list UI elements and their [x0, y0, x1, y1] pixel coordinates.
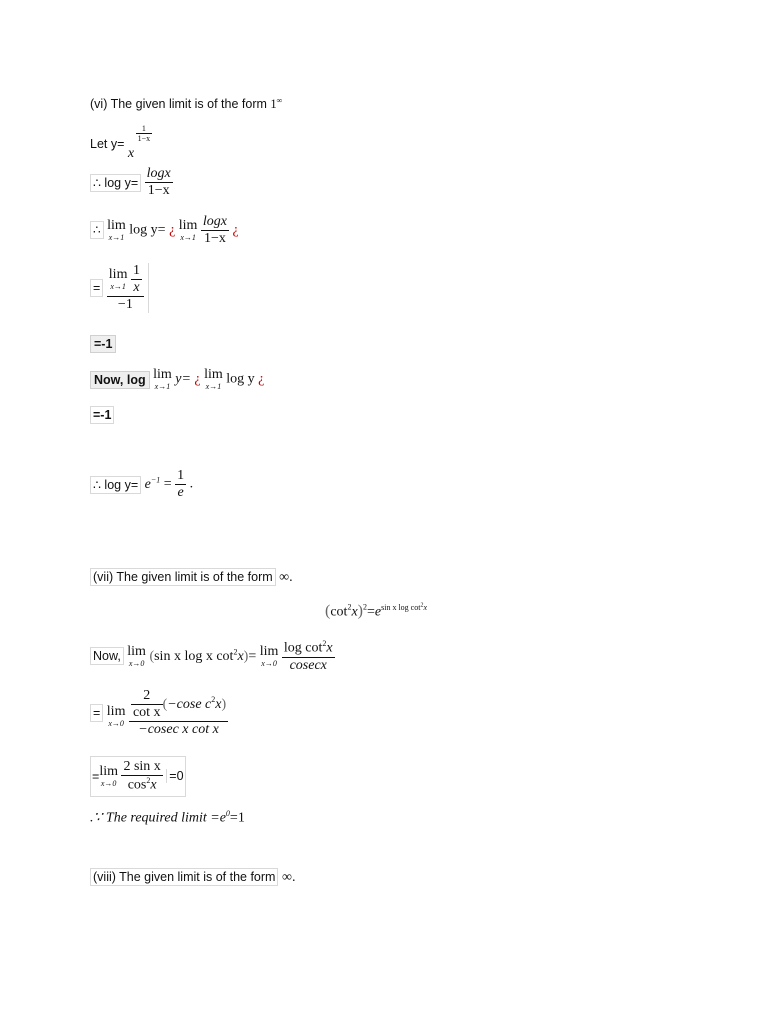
lim-log-line — [90, 214, 239, 247]
log-y-result-line — [90, 468, 193, 501]
log-y-end: log y — [226, 371, 255, 387]
eq-sign: = — [163, 476, 172, 492]
form-viii-symbol: ∞ — [281, 870, 292, 885]
sin-log-text: sin x log x cot — [154, 649, 234, 665]
lim-h — [107, 705, 126, 728]
lim-e-word: lim — [204, 367, 223, 382]
sin-cos-den — [121, 776, 162, 794]
lim-f — [127, 645, 146, 668]
lim-g — [260, 645, 279, 668]
eq-neg1-a-text: =-1 — [90, 335, 116, 353]
center-x: x — [351, 604, 358, 620]
big-fraction-den: −1 — [117, 297, 133, 313]
one-over-x-num: 1 — [131, 263, 142, 280]
eq-neg1-a — [90, 337, 116, 351]
two-over-cotx-num: 2 — [131, 688, 163, 705]
equals-fraction-line — [90, 263, 149, 313]
red-q-c: ¿ — [194, 371, 201, 387]
lim-e — [204, 368, 223, 391]
red-q-a: ¿ — [169, 222, 176, 238]
sin-cos-fraction — [121, 759, 162, 794]
lim-c — [109, 268, 128, 291]
e-exp: −1 — [150, 475, 161, 485]
therefore-symbol: ∴ — [90, 221, 104, 239]
paren-close-3: ) — [221, 696, 227, 712]
lim-b-word: lim — [178, 218, 198, 234]
lim-g-word: lim — [259, 643, 279, 659]
heading-vi-text: (vi) The given limit is of the form — [90, 97, 267, 112]
lim-i-word: lim — [99, 763, 118, 779]
heading-viii — [90, 870, 295, 886]
now-lim-line — [90, 639, 335, 674]
lim-b — [179, 219, 198, 242]
log-y-fraction — [145, 166, 173, 199]
centered-identity — [325, 602, 427, 620]
neg-cosec: −cose c — [167, 696, 212, 712]
sin-log-sup: 2 — [233, 647, 238, 657]
center-exp2: 2 — [347, 602, 352, 612]
log-y-line — [90, 166, 173, 199]
form-vi — [270, 97, 282, 111]
one-over-e-den: e — [177, 485, 184, 501]
required-e: e — [219, 810, 226, 826]
let-y-exp-num: 1 — [136, 124, 153, 134]
complex-fraction — [129, 688, 228, 738]
required-e-exp: 0 — [225, 809, 230, 818]
eq-neg1-b-text: =-1 — [90, 406, 114, 424]
form-viii — [282, 870, 295, 885]
cos-sup: 2 — [146, 776, 151, 786]
lim-h-sub: x→0 — [108, 719, 124, 729]
lim-g-sub: x→0 — [261, 658, 277, 668]
lim-i-sub: x→0 — [100, 778, 117, 788]
center-e-exp — [381, 603, 427, 612]
let-y-base-x: x — [127, 146, 135, 162]
form-viii-dot: . — [291, 870, 296, 885]
equals-box: = — [90, 279, 103, 297]
two-over-cotx — [131, 688, 163, 721]
form-vii-symbol: ∞ — [279, 570, 290, 585]
required-eq-1: =1 — [229, 810, 245, 826]
log-y-den: 1−x — [147, 183, 170, 199]
lim-complex-line — [90, 688, 228, 738]
neg-cosec-x: x — [215, 696, 222, 712]
one-over-e — [175, 468, 186, 501]
lim-i — [99, 765, 118, 788]
log-y-num: logx — [145, 166, 173, 183]
neg-cosec-sup: 2 — [211, 695, 216, 705]
paren-close: ) — [357, 602, 363, 620]
required-limit-line — [90, 809, 245, 827]
let-y-exponent — [136, 124, 153, 143]
heading-vi — [90, 96, 282, 112]
lim-a-sub: x→1 — [108, 233, 125, 243]
e-inverse — [145, 477, 161, 492]
sin-log-expr — [149, 649, 256, 664]
one-over-e-num: 1 — [175, 468, 186, 485]
now-log-line — [90, 368, 264, 391]
log-cot-num — [282, 639, 335, 658]
lim-d — [153, 368, 172, 391]
center-e-exp-b: 2 — [420, 602, 424, 608]
lim-f-word: lim — [127, 643, 146, 659]
center-sq: 2 — [362, 602, 367, 612]
one-over-x-den: x — [133, 280, 140, 296]
lim-a-word: lim — [107, 218, 126, 234]
period: . — [189, 476, 194, 492]
cos-text: cos — [127, 777, 147, 793]
lim-sin-cos-box — [90, 756, 186, 797]
paren-open-3: ( — [162, 696, 168, 712]
heading-viii-text: (viii) The given limit is of the form — [90, 868, 278, 886]
log-y-label: ∴ log y= — [90, 174, 141, 192]
big-fraction-num — [107, 263, 144, 297]
lim-fraction — [201, 214, 229, 247]
paren-open: ( — [325, 602, 331, 620]
center-e-exp-a: sin x log cot — [381, 602, 421, 612]
lim-sin-cos-line — [90, 756, 186, 797]
paren-close-2: ) — [243, 649, 249, 665]
log-cot-x: x — [326, 640, 333, 656]
heading-vii-text: (vii) The given limit is of the form — [90, 568, 276, 586]
log-y-eq-text: log y= — [129, 222, 166, 238]
heading-vii — [90, 570, 293, 586]
complex-den: −cosec x cot x — [138, 722, 219, 738]
big-fraction — [107, 263, 149, 313]
y-eq: y= — [175, 371, 191, 387]
form-vi-exp: ∞ — [276, 96, 283, 105]
equals-box-2: = — [90, 704, 103, 722]
center-cot: cot — [330, 604, 348, 620]
form-vii-dot: . — [289, 570, 293, 585]
now-label: Now, — [90, 647, 124, 665]
sin-cos-num — [121, 759, 162, 776]
required-text: .∵ The required limit = — [90, 810, 220, 826]
lim-e-sub: x→1 — [205, 382, 222, 391]
lim-b-sub: x→1 — [180, 233, 196, 243]
lim-fraction-den: 1−x — [204, 231, 226, 247]
now-log-label: Now, log — [90, 371, 150, 389]
lim-c-word: lim — [108, 267, 128, 283]
one-over-x — [131, 263, 142, 296]
log-cot-fraction — [282, 639, 335, 674]
lim-c-sub: x→1 — [110, 282, 126, 292]
paren-open-2: ( — [149, 649, 155, 665]
lim-a — [107, 219, 126, 242]
form-vii — [279, 570, 292, 585]
lim-f-sub: x→0 — [128, 658, 145, 668]
log-cot-text: log cot — [283, 640, 323, 656]
log-cot-den: cosecx — [289, 657, 327, 673]
lim-d-word: lim — [153, 367, 172, 382]
eq-zero: =0 — [166, 769, 183, 783]
e-base: e — [144, 477, 151, 493]
complex-num — [129, 688, 228, 722]
log-y-result-label: ∴ log y= — [90, 476, 141, 494]
eq-neg1-b — [90, 408, 114, 422]
center-e-exp-c: x — [423, 602, 428, 612]
red-q-b: ¿ — [232, 222, 239, 238]
let-y-base — [128, 146, 134, 161]
log-y-eq — [129, 223, 165, 238]
let-y-line — [90, 124, 152, 162]
sin-log-eq: = — [248, 649, 257, 665]
lim-d-sub: x→1 — [154, 382, 171, 391]
red-q-d: ¿ — [258, 371, 265, 387]
two-over-cotx-den: cot x — [132, 705, 161, 721]
let-y-label: Let y= — [90, 136, 125, 151]
let-y-exp-den: 1−x — [137, 134, 151, 144]
two-sin-x: 2 sin x — [123, 759, 161, 774]
equals-3: = — [92, 769, 100, 784]
lim-fraction-num: logx — [201, 214, 229, 231]
form-vi-base: 1 — [270, 97, 277, 112]
center-e: e — [374, 604, 382, 620]
sin-log-x: x — [237, 649, 244, 665]
log-cot-sup: 2 — [322, 639, 327, 648]
lim-h-word: lim — [106, 704, 126, 720]
cos-x: x — [150, 777, 157, 793]
center-eq: = — [366, 604, 375, 620]
